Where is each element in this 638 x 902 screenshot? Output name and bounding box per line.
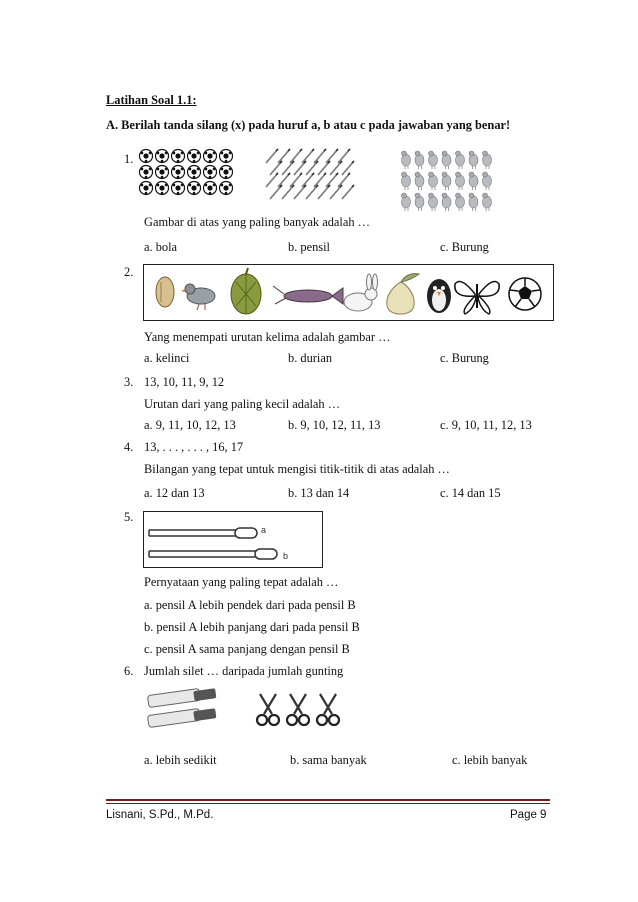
- question-6-number: 6.: [124, 664, 134, 678]
- balls-picture: [138, 147, 238, 197]
- pigeon-icon: [181, 284, 215, 310]
- soccer-ball-icon: [204, 182, 217, 195]
- question-5-number: 5.: [124, 510, 134, 524]
- bird-icon: [415, 172, 424, 190]
- scissors-icon: [257, 694, 279, 725]
- pencil-icon: [290, 149, 302, 163]
- pencil-icon: [266, 149, 278, 163]
- pencil-icon: [302, 173, 314, 187]
- footer-page-number: Page 9: [510, 809, 547, 821]
- pear-icon: [387, 274, 419, 314]
- bird-icon: [442, 151, 451, 169]
- question-5-text: Pernyataan yang paling tepat adalah …: [144, 575, 339, 589]
- question-5-option-a[interactable]: a. pensil A lebih pendek dari pada pensil B: [144, 598, 356, 612]
- soccer-ball-icon: [172, 182, 185, 195]
- soccer-ball-icon: [204, 150, 217, 163]
- pencil-icon: [294, 185, 306, 199]
- bird-icon: [402, 193, 411, 211]
- question-3-text: Urutan dari yang paling kecil adalah …: [144, 397, 341, 411]
- soccer-ball-icon: [509, 278, 541, 310]
- pencil-b-icon: [149, 549, 277, 559]
- pencil-icon: [326, 149, 338, 163]
- question-4-text: Bilangan yang tepat untuk mengisi titik-titik di atas adalah …: [144, 462, 450, 476]
- soccer-ball-icon: [188, 166, 201, 179]
- pencil-a-label: a: [261, 525, 267, 535]
- bird-icon: [415, 193, 424, 211]
- question-6-option-b[interactable]: b. sama banyak: [290, 753, 367, 767]
- question-2-option-c[interactable]: c. Burung: [440, 351, 489, 365]
- pencil-icon: [342, 161, 354, 175]
- question-1-number: 1.: [124, 152, 134, 166]
- question-2-option-b[interactable]: b. durian: [288, 351, 333, 365]
- bird-icon: [442, 193, 451, 211]
- bird-icon: [402, 151, 411, 169]
- worksheet-title: Latihan Soal 1.1:: [106, 93, 197, 107]
- question-4-stem: 13, . . . , . . . , 16, 17: [144, 440, 244, 454]
- peanut-icon: [156, 277, 174, 307]
- sequence-picture: [143, 264, 555, 322]
- question-3-option-b[interactable]: b. 9, 10, 12, 11, 13: [288, 418, 381, 432]
- rabbit-icon: [344, 274, 378, 311]
- soccer-ball-icon: [156, 182, 169, 195]
- footer-rule: [106, 799, 550, 801]
- question-5-option-c[interactable]: c. pensil A sama panjang dengan pensil B: [144, 642, 350, 656]
- soccer-ball-icon: [156, 166, 169, 179]
- soccer-ball-icon: [204, 166, 217, 179]
- question-4-option-c[interactable]: c. 14 dan 15: [440, 486, 501, 500]
- soccer-ball-icon: [172, 150, 185, 163]
- pencil-b-label: b: [283, 551, 289, 561]
- scissors-picture: [250, 690, 350, 730]
- question-1-option-c[interactable]: c. Burung: [440, 240, 489, 254]
- scissors-icon: [317, 694, 339, 725]
- scissors-icon: [287, 694, 309, 725]
- question-1-option-b[interactable]: b. pensil: [288, 240, 330, 254]
- cutter-icon: [147, 708, 216, 727]
- bird-icon: [415, 151, 424, 169]
- question-4-option-b[interactable]: b. 13 dan 14: [288, 486, 350, 500]
- question-3-option-c[interactable]: c. 9, 10, 11, 12, 13: [440, 418, 532, 432]
- scissors-icons: [257, 694, 339, 725]
- soccer-ball-icon: [140, 182, 153, 195]
- question-2-text: Yang menempati urutan kelima adalah gambar …: [144, 330, 391, 344]
- bird-icon: [469, 193, 478, 211]
- pencil-icon: [314, 173, 326, 187]
- question-3-stem: 13, 10, 11, 9, 12: [144, 375, 225, 389]
- pencil-icon: [314, 149, 326, 163]
- question-3-option-a[interactable]: a. 9, 11, 10, 12, 13: [144, 418, 236, 432]
- pencil-icon: [282, 185, 294, 199]
- pencil-icon: [278, 149, 290, 163]
- question-6-option-c[interactable]: c. lebih banyak: [452, 753, 528, 767]
- soccer-ball-icons: [140, 150, 233, 195]
- pencil-icon: [270, 185, 282, 199]
- pencil-icon: [282, 161, 294, 175]
- bird-icon: [429, 172, 438, 190]
- pencil-icon: [330, 161, 342, 175]
- pencil-icon: [318, 161, 330, 175]
- pencil-icons: [266, 149, 354, 199]
- pencil-icon: [326, 173, 338, 187]
- pencil-icon: [306, 185, 318, 199]
- cutters-picture: [144, 688, 224, 732]
- pencil-icon: [290, 173, 302, 187]
- question-6-option-a[interactable]: a. lebih sedikit: [144, 753, 217, 767]
- cutter-icon: [147, 688, 216, 707]
- bird-icon: [483, 193, 492, 211]
- bird-icon: [442, 172, 451, 190]
- soccer-ball-icon: [188, 150, 201, 163]
- soccer-ball-icon: [220, 166, 233, 179]
- question-5-option-b[interactable]: b. pensil A lebih panjang dari pada pensil B: [144, 620, 360, 634]
- instruction: A. Berilah tanda silang (x) pada huruf a, b atau c pada jawaban yang benar!: [106, 118, 511, 132]
- bird-icon: [456, 172, 465, 190]
- bird-icon: [483, 172, 492, 190]
- footer-author: Lisnani, S.Pd., M.Pd.: [106, 809, 214, 821]
- pencil-icon: [338, 149, 350, 163]
- pencil-icon: [338, 173, 350, 187]
- bird-icon: [456, 151, 465, 169]
- question-6-stem: Jumlah silet … daripada jumlah gunting: [144, 664, 344, 678]
- pencil-icon: [270, 161, 282, 175]
- birds-picture: [397, 147, 497, 213]
- question-4-number: 4.: [124, 440, 134, 454]
- pencil-icon: [278, 173, 290, 187]
- bird-icon: [456, 193, 465, 211]
- bird-icon: [469, 151, 478, 169]
- question-2-number: 2.: [124, 265, 134, 279]
- question-4-option-a[interactable]: a. 12 dan 13: [144, 486, 205, 500]
- question-3-number: 3.: [124, 375, 134, 389]
- butterfly-icon: [455, 282, 499, 314]
- soccer-ball-icon: [172, 166, 185, 179]
- soccer-ball-icon: [220, 182, 233, 195]
- pencil-icon: [342, 185, 354, 199]
- pencils-compare-picture: [143, 511, 324, 569]
- question-2-option-a[interactable]: a. kelinci: [144, 351, 190, 365]
- pencil-a-icon: [149, 528, 257, 538]
- footer-rule-thin: [106, 803, 550, 804]
- pencil-icon: [318, 185, 330, 199]
- penguin-icon: [427, 279, 451, 313]
- bird-icon: [429, 193, 438, 211]
- compare-frame: [144, 512, 323, 568]
- soccer-ball-icon: [188, 182, 201, 195]
- soccer-ball-icon: [220, 150, 233, 163]
- fish-icon: [273, 286, 343, 304]
- soccer-ball-icon: [156, 150, 169, 163]
- soccer-ball-icon: [140, 166, 153, 179]
- pencil-icon: [306, 161, 318, 175]
- bird-icon: [469, 172, 478, 190]
- bird-icon: [429, 151, 438, 169]
- pencil-icon: [266, 173, 278, 187]
- bird-icon: [483, 151, 492, 169]
- bird-icons: [402, 151, 492, 211]
- pencil-icon: [302, 149, 314, 163]
- soccer-ball-icon: [140, 150, 153, 163]
- question-1-option-a[interactable]: a. bola: [144, 240, 178, 254]
- pencil-icon: [294, 161, 306, 175]
- pencil-icon: [330, 185, 342, 199]
- bird-icon: [402, 172, 411, 190]
- pencils-picture: [262, 145, 357, 200]
- durian-icon: [231, 268, 261, 314]
- question-1-text: Gambar di atas yang paling banyak adalah …: [144, 215, 371, 229]
